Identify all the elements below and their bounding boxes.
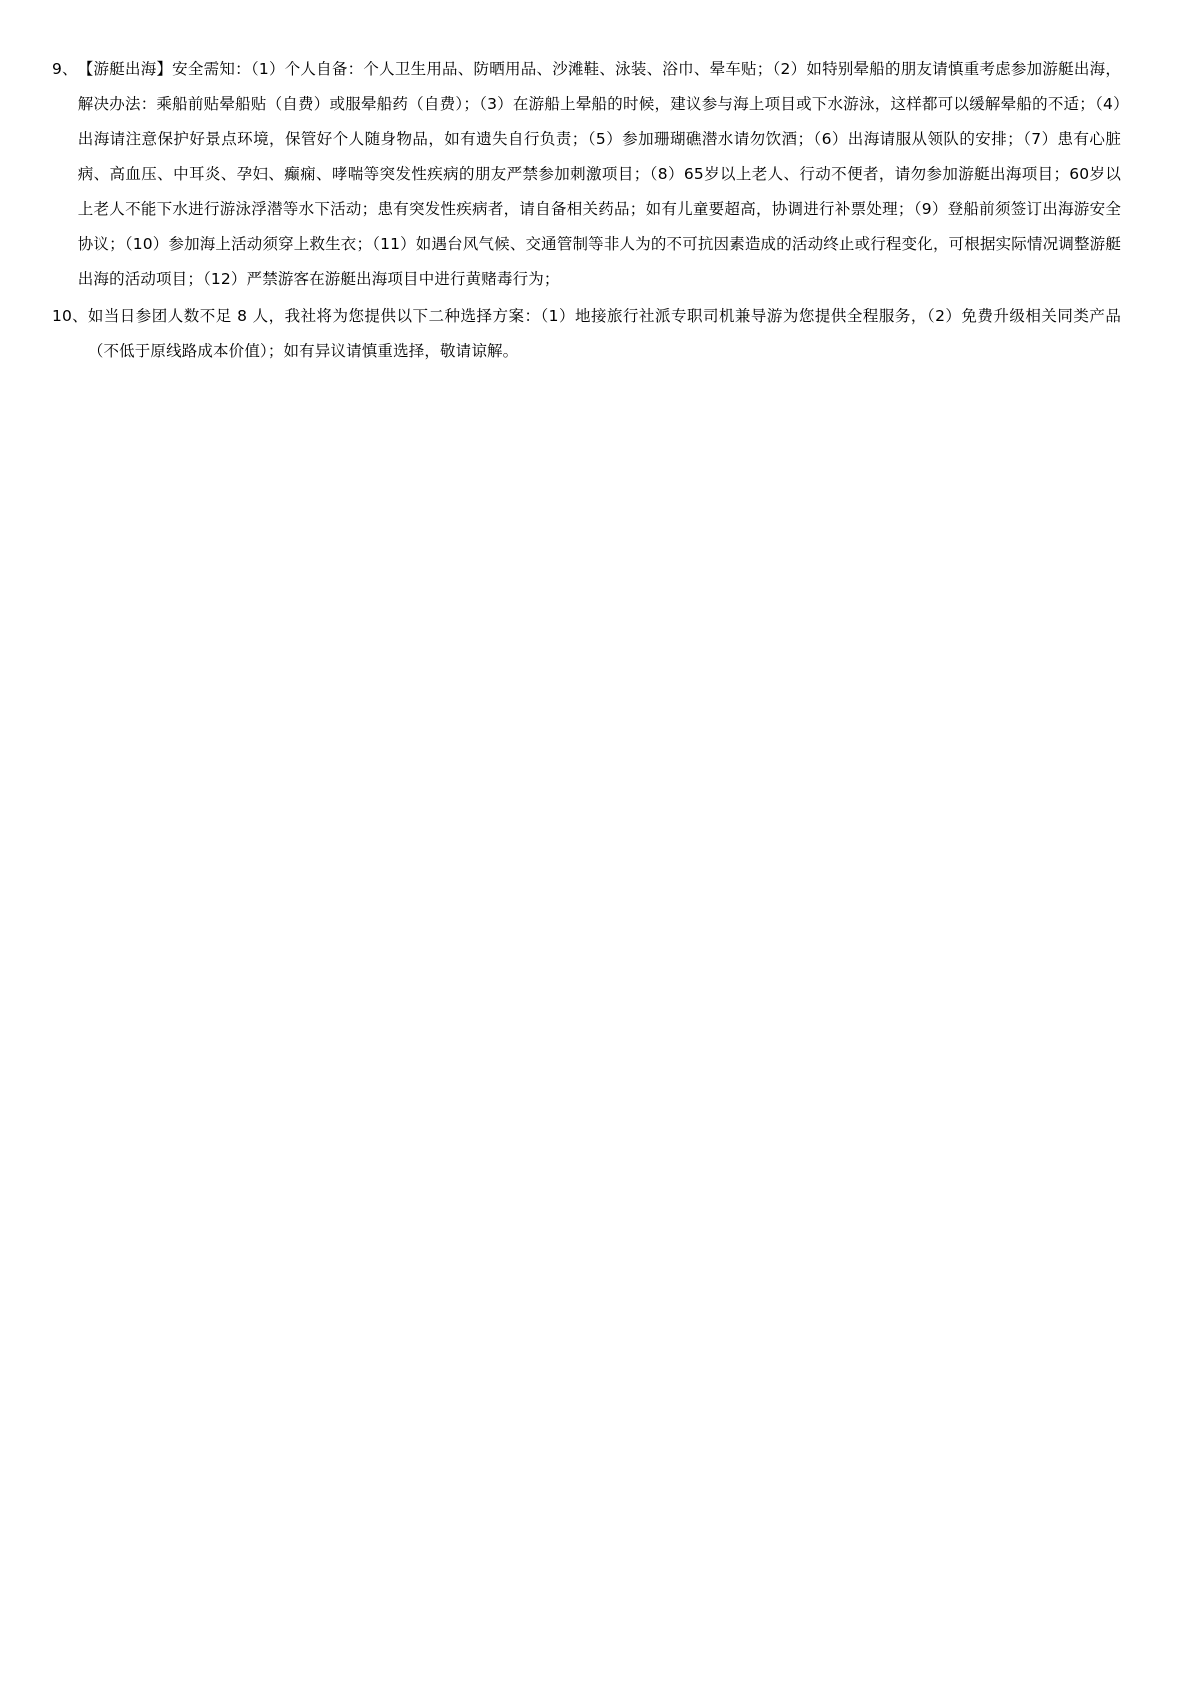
list-item <box>52 299 1121 369</box>
list-item-number: 9、 <box>52 60 78 78</box>
list-item-text: 【游艇出海】安全需知：（1）个人自备：个人卫生用品、防晒用品、沙滩鞋、泳装、浴巾、晕车贴；（2）如特别晕船的朋友请慎重考虑参加游艇出海，解决办法：乘船前贴晕船贴（自费）或服晕船药（自费）；（3）在游船上晕船的时候，建议参与海上项目或下水游泳，这样都可以缓解晕船的不适；（4）出海请注意保护好景点环境，保管好个人随身物品，如有遗失自行负责；（5）参加珊瑚礁潜水请勿饮酒；（6）出海请服从领队的安排；（7）患有心脏病、高血压、中耳炎、孕妇、癫痫、哮喘等突发性疾病的朋友严禁参加刺激项目；（8）65岁以上老人、行动不便者，请勿参加游艇出海项目；60岁以上老人不能下水进行游泳浮潜等水下活动；患有突发性疾病者，请自备相关药品；如有儿童要超高，协调进行补票处理；（9）登船前须签订出海游安全协议；（10）参加海上活动须穿上救生衣；（11）如遇台风气候、交通管制等非人为的不可抗因素造成的活动终止或行程变化，可根据实际情况调整游艇出海的活动项目；（12）严禁游客在游艇出海项目中进行黄赌毒行为； <box>77 60 1121 288</box>
list-item-text: 如当日参团人数不足 8 人，我社将为您提供以下二种选择方案：（1）地接旅行社派专职司机兼导游为您提供全程服务，（2）免费升级相关同类产品（不低于原线路成本价值）；如有异议请慎重选择，敬请谅解。 <box>87 307 1121 360</box>
list-item-number: 10、 <box>52 307 88 325</box>
list-item <box>52 52 1121 297</box>
